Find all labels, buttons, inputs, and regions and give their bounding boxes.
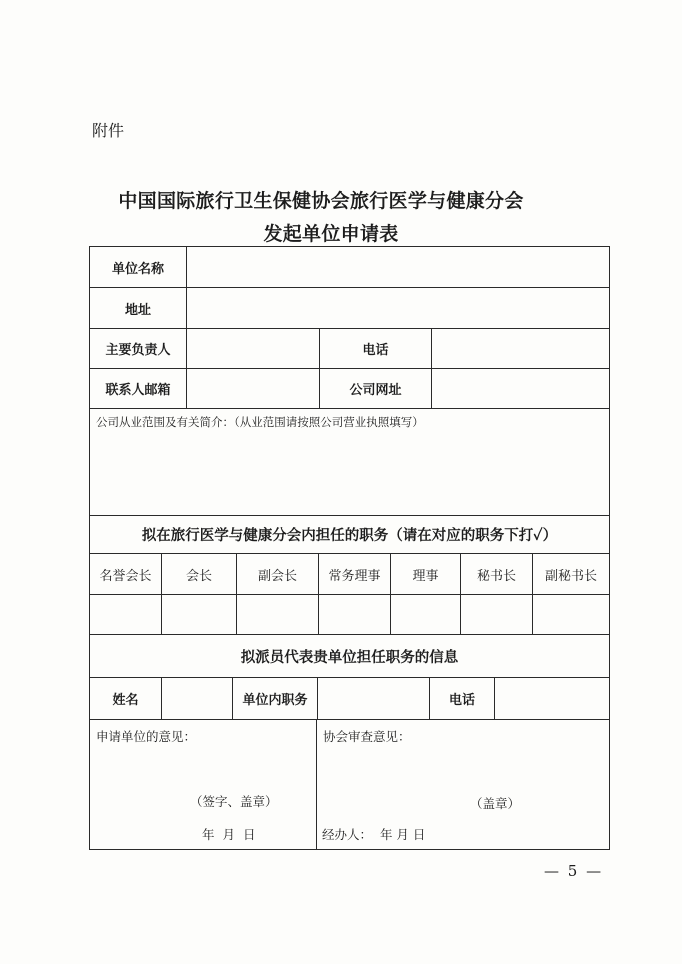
org-name-label: 单位名称 (89, 246, 187, 288)
phone-label: 电话 (319, 328, 432, 369)
position-check-deputy-secretary-general[interactable] (532, 594, 610, 635)
delegate-name-field[interactable] (161, 677, 233, 720)
delegate-phone-label: 电话 (429, 677, 495, 720)
org-name-field[interactable] (186, 246, 610, 288)
website-field[interactable] (431, 368, 610, 409)
form-title: 中国国际旅行卫生保健协会旅行医学与健康分会 (118, 190, 524, 212)
position-honorary-president: 名誉会长 (89, 553, 162, 595)
position-director: 理事 (390, 553, 461, 595)
review-handler-date: 经办人： 年 月 日 (322, 827, 426, 842)
delegate-role-field[interactable] (317, 677, 430, 720)
position-check-secretary-general[interactable] (460, 594, 533, 635)
delegate-name-label: 姓名 (89, 677, 162, 720)
position-standing-director: 常务理事 (318, 553, 391, 595)
position-check-director[interactable] (390, 594, 461, 635)
review-opinion-label: 协会审查意见： (323, 729, 411, 744)
position-check-vice-president[interactable] (236, 594, 319, 635)
website-label: 公司网址 (319, 368, 432, 409)
review-seal-note: （盖章） (470, 796, 521, 811)
applicant-sign-note: （签字、盖章） (190, 794, 278, 809)
delegate-role-label: 单位内职务 (232, 677, 318, 720)
applicant-date: 年 月 日 (202, 827, 256, 842)
page-number: — 5 — (544, 862, 604, 880)
position-check-standing-director[interactable] (318, 594, 391, 635)
positions-heading: 拟在旅行医学与健康分会内担任的职务（请在对应的职务下打✓） (89, 515, 610, 554)
position-deputy-secretary-general: 副秘书长 (532, 553, 610, 595)
business-scope-field[interactable] (89, 408, 610, 516)
position-president: 会长 (161, 553, 237, 595)
contact-email-label: 联系人邮箱 (89, 368, 187, 409)
principal-label: 主要负责人 (89, 328, 187, 369)
delegate-heading: 拟派员代表贵单位担任职务的信息 (89, 634, 610, 678)
contact-email-field[interactable] (186, 368, 320, 409)
delegate-phone-field[interactable] (494, 677, 610, 720)
position-secretary-general: 秘书长 (460, 553, 533, 595)
address-label: 地址 (89, 287, 187, 329)
business-scope-label: 公司从业范围及有关简介：（从业范围请按照公司营业执照填写） (96, 415, 424, 429)
position-check-president[interactable] (161, 594, 237, 635)
position-vice-president: 副会长 (236, 553, 319, 595)
phone-field[interactable] (431, 328, 610, 369)
applicant-opinion-label: 申请单位的意见： (96, 729, 197, 744)
attachment-label: 附件 (92, 121, 125, 140)
form-subtitle: 发起单位申请表 (263, 223, 399, 245)
address-field[interactable] (186, 287, 610, 329)
position-check-honorary-president[interactable] (89, 594, 162, 635)
principal-field[interactable] (186, 328, 320, 369)
